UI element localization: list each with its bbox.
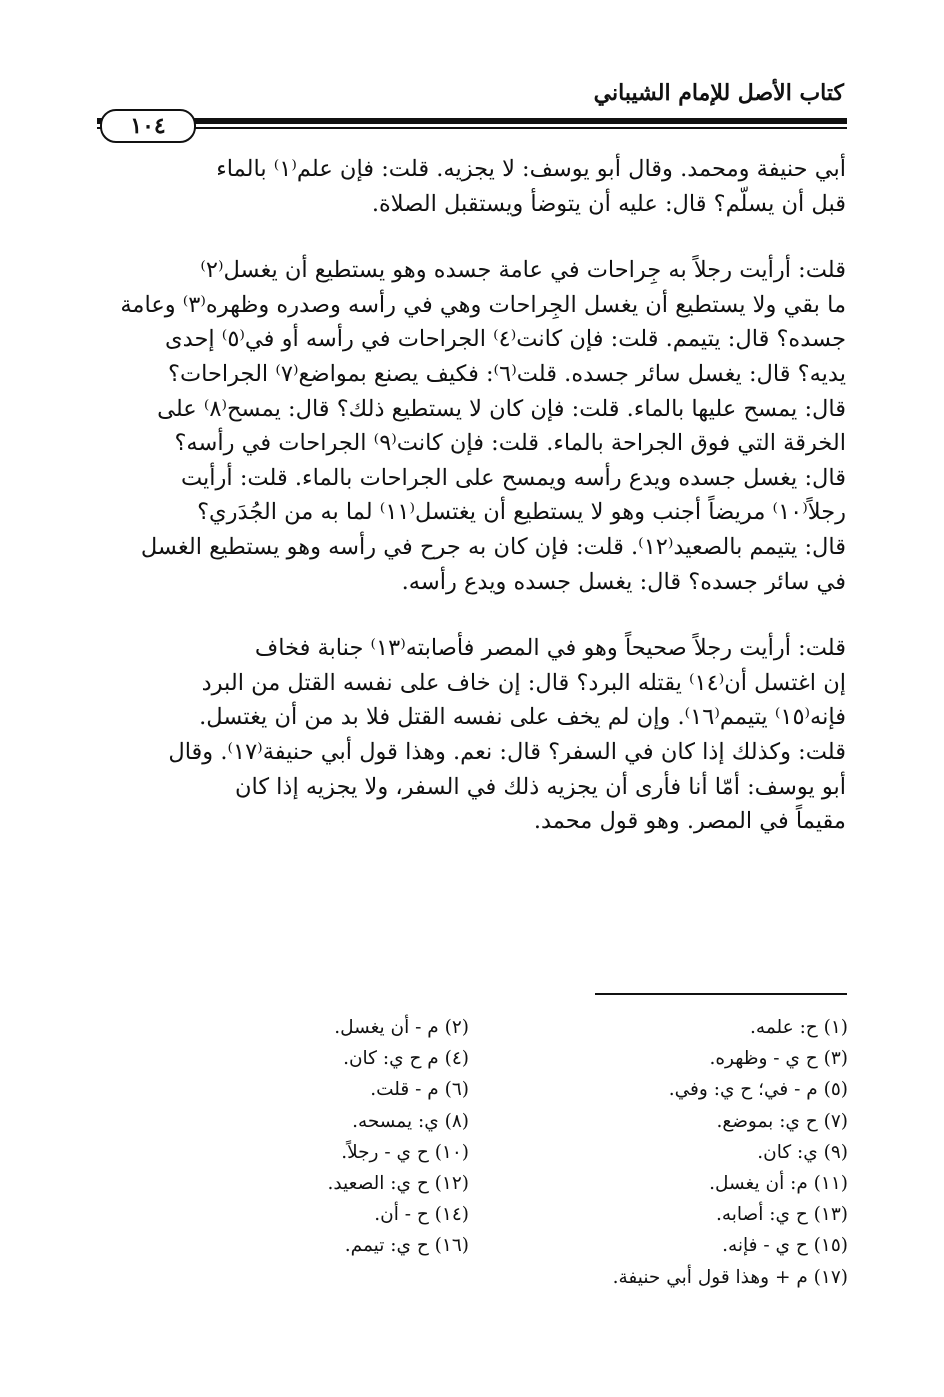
footnote: (١) ح: علمه. [750, 1017, 848, 1038]
footnote: (٩) ي: كان. [757, 1141, 848, 1163]
footnote: (٦) م - قلت. [370, 1079, 469, 1101]
text-line: ما بقي ولا يستطيع أن يغسل الجِراحات وهي في رأسه وصدره وظهره⁽٣⁾ وعامة [120, 291, 846, 318]
footnote: (١٢) ح ي: الصعيد. [327, 1173, 469, 1195]
running-title: كتاب الأصل للإمام الشيباني [593, 80, 844, 106]
footnote: (١٥) ح ي - فإنه. [722, 1235, 848, 1257]
text-line: أبي حنيفة ومحمد. وقال أبو يوسف: لا يجزيه. قلت: فإن علم⁽١⁾ بالماء [216, 156, 846, 182]
text-line: قبل أن يسلّم؟ قال: عليه أن يتوضأ ويستقبل الصلاة. [371, 190, 846, 217]
footnote: (٧) ح ي: بموضع. [716, 1110, 848, 1132]
text-line: فإنه⁽١٥⁾ يتيمم⁽١٦⁾. وإن لم يخف على نفسه القتل فلا بد من أن يغتسل. [199, 704, 846, 731]
page-number-badge [100, 109, 196, 143]
text-line: قال: يغسل جسده ويدع رأسه ويمسح على الجراحات بالماء. قلت: أرأيت [180, 464, 846, 491]
paragraph-2 [98, 253, 846, 599]
text-line: رجلاً⁽١٠⁾ مريضاً أجنب وهو لا يستطيع أن يغتسل⁽١١⁾ لما به من الجُدَري؟ [197, 499, 846, 526]
text-line: مقيماً في المصر. وهو قول محمد. [533, 808, 846, 835]
page-number: ١٠٤ [130, 113, 166, 139]
footnote: (١٧) م + وهذا قول أبي حنيفة. [612, 1266, 848, 1288]
footnote: (٢) م - أن يغسل. [334, 1017, 469, 1038]
text-line: قال: يتيمم بالصعيد⁽١٢⁾. قلت: فإن كان به جرح في رأسه وهو يستطيع الغسل [140, 533, 846, 560]
text-line: جسده؟ قال: يتيمم. قلت: فإن كانت⁽٤⁾ الجراحات في رأسه أو في⁽٥⁾ إحدى [165, 326, 846, 353]
main-text [98, 152, 846, 839]
footnote: (٥) م - في؛ ح ي: وفي. [668, 1079, 848, 1101]
header-rule-thick [97, 118, 847, 124]
footnote: (٨) ي: يمسحه. [352, 1110, 469, 1132]
text-line: الخرقة التي فوق الجراحة بالماء. قلت: فإن كانت⁽٩⁾ الجراحات في رأسه؟ [174, 430, 846, 457]
footnote: (١٠) ح ي - رجلاً. [341, 1141, 469, 1163]
footnotes-right-column [528, 1012, 848, 1293]
footnote: (٤) م ح ي: كان. [343, 1048, 469, 1070]
footnote: (١٦) ح ي: تيمم. [344, 1235, 469, 1257]
text-line: قال: يمسح عليها بالماء. قلت: فإن كان لا يستطيع ذلك؟ قال: يمسح⁽٨⁾ على [157, 395, 846, 422]
header-rule-thin [97, 127, 847, 129]
footnote: (١٤) ح - أن. [374, 1204, 469, 1226]
text-line: إن اغتسل أن⁽١٤⁾ يقتله البرد؟ قال: إن خاف على نفسه القتل من البرد [201, 669, 846, 696]
text-line: في سائر جسده؟ قال: يغسل جسده ويدع رأسه. [401, 568, 846, 595]
footnote: (١٣) ح ي: أصابه. [715, 1204, 848, 1226]
paragraph-3 [98, 631, 846, 839]
text-line: قلت: أرأيت رجلاً به جِراحات في عامة جسده وهو يستطيع أن يغسل⁽٢⁾ [200, 257, 846, 284]
footnote: (٣) ح ي - وظهره. [709, 1048, 848, 1070]
footnote: (١١) م: أن يغسل. [709, 1173, 848, 1195]
footnotes-left-column [229, 1012, 469, 1262]
footnote-separator [595, 993, 847, 995]
paragraph-1 [98, 152, 846, 221]
text-line: يديه؟ قال: يغسل سائر جسده. قلت⁽٦⁾: فكيف يصنع بمواضع⁽٧⁾ الجراحات؟ [168, 360, 846, 387]
text-line: أبو يوسف: أمّا أنا فأرى أن يجزيه ذلك في السفر، ولا يجزيه إذا كان [234, 773, 846, 800]
text-line: قلت: أرأيت رجلاً صحيحاً وهو في المصر فأصابته⁽١٣⁾ جنابة فخاف [254, 635, 846, 662]
text-line: قلت: وكذلك إذا كان في السفر؟ قال: نعم. وهذا قول أبي حنيفة⁽١٧⁾. وقال [168, 738, 846, 765]
